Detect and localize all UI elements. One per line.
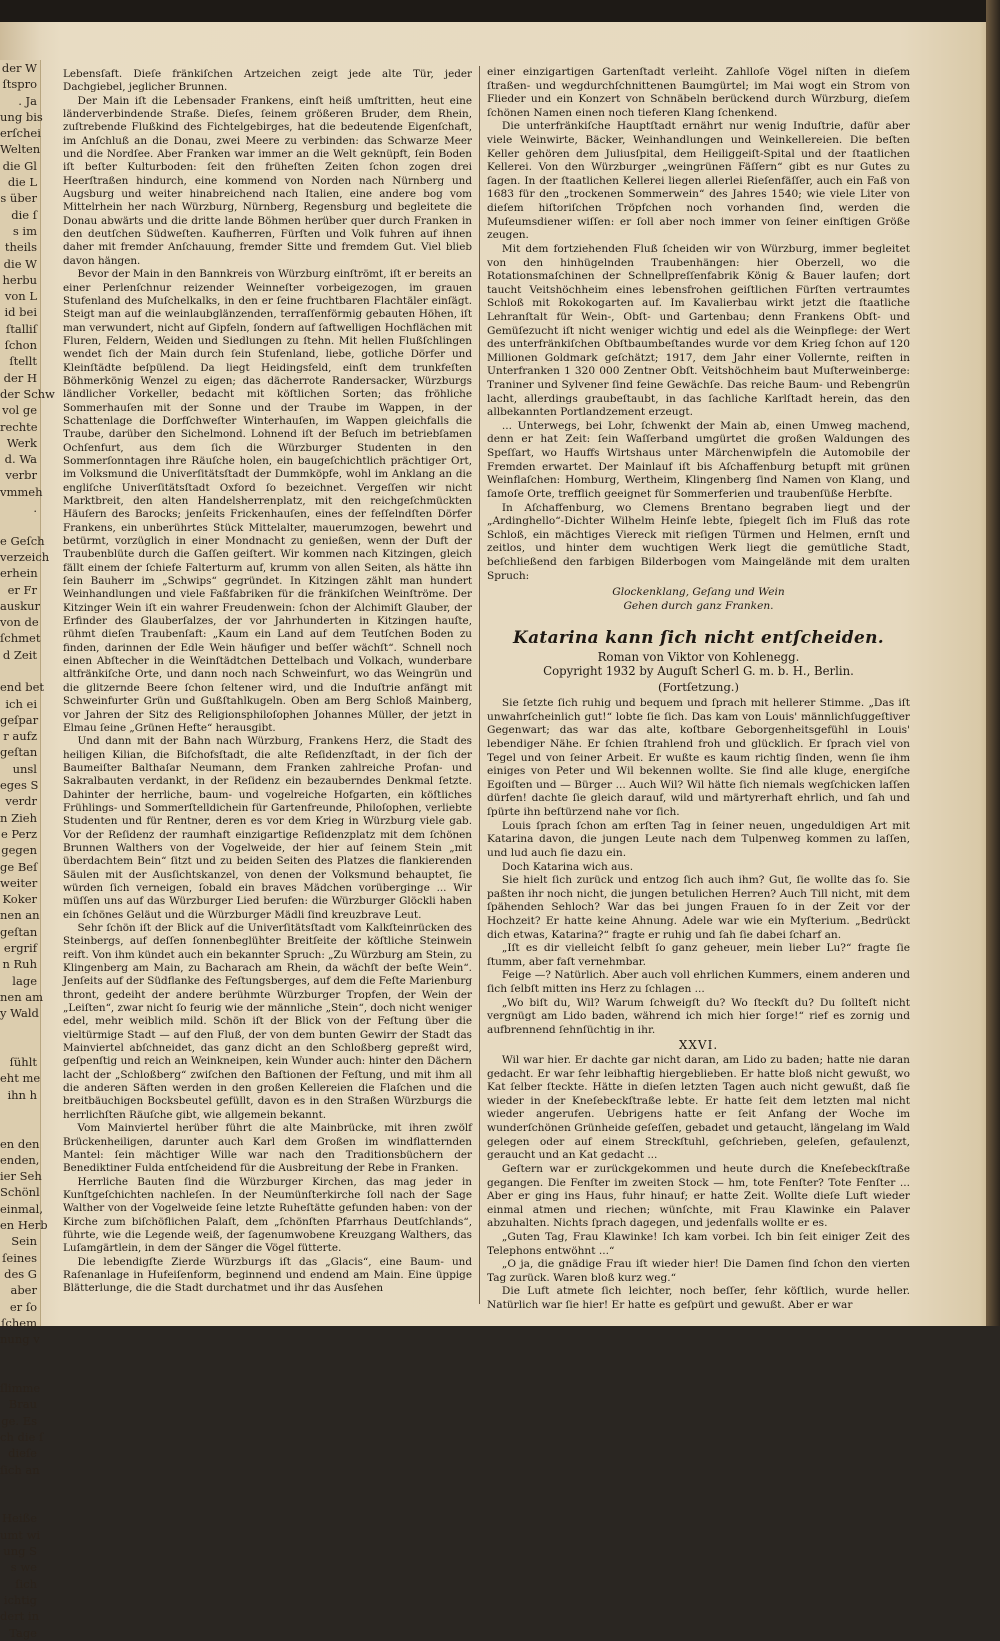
gutter-fragment: weiter [0,875,38,890]
gutter-fragment: d Zeit [2,647,37,662]
paragraph: Wil war hier. Er dachte gar nicht daran, am Lido zu baden; hatte nie daran gedacht. Er war ſehr leibhaftig hiergeblieben. Er hatte bloß nicht gewußt, wo Kat ſelber ſteckte. Hätte in dieſen letzten Tagen auch nicht gewußt, daß ſie wieder in der Kneſebeckſtraße lebte. Er hatte ſeit dem letzten mal nicht wieder angerufen. Uebrigens hatte er ſeit Anfang der Woche im wunderſchönen Grünheide geſeſſen, gebadet und getaucht, längelang im Wald gelegen oder auf einem Streckſtuhl, geſchrieben, geleſen, gefaulenzt, geraucht und an Kat gedacht ... [487,1054,910,1162]
paragraph: Doch Katarina wich aus. [501,860,634,873]
gutter-fragment: nung v [0,1332,40,1347]
verse-line: Glockenklang, Geſang und Wein [612,586,785,599]
gutter-fragment: theils [4,240,37,255]
gutter-fragment: Sein [11,1234,37,1249]
gutter-fragment: erhein [0,566,38,581]
gutter-fragment: . [33,501,37,516]
gutter-fragment: ſtalliſ [5,321,37,336]
gutter-fragment: ch die ſ [0,1429,44,1444]
gutter-fragment: rechte [0,419,38,434]
gutter-fragment: erſchei [0,126,41,141]
gutter-fragment: geſtan [0,745,38,760]
gutter-fragment: ſchon [4,338,37,353]
gutter-fragment: y Wald [0,1006,39,1021]
gutter-fragment: eges S [0,778,39,793]
gutter-fragment: verzeich [0,549,50,564]
paragraph: Louis ſprach ſchon am erſten Tag in ſeiner neuen, ungeduldigen Art mit Katarina davon, die jungen Leute nach dem Tulpenweg kommen zu laſſen, und lud auch ſie dazu ein. [487,819,910,859]
novel-byline: Roman von Viktor von Kohlenegg. [597,650,800,665]
gutter-fragment: ſtspro [2,77,37,92]
gutter-fragment: ich ei [5,696,37,711]
gutter-fragment: vol ge [2,403,37,418]
paragraph: Sie hielt ſich zurück und entzog ſich auch ihm? Gut, ſie wollte das ſo. Sie paßten ihr noch nicht, die jungen betulichen Herren? Auch Till nicht, mit dem ſpähenden Sehloch? War das bei jungen Frauen ſo in der Zeit vor der Hochzeit? Er hatte keine Ahnung. Adele war wie ein Myſterium. „Bedrückt dich etwas, Katarina?“ fragte er ruhig und ſah ſie dabei ſcharf an. [487,874,910,941]
paragraph: einer einzigartigen Gartenſtadt verleiht. Zahlloſe Vögel niſten in dieſem ſtraßen- und wegdurchſchnittenen Baumgürtel; im Mai wogt ein Strom von Flieder und ein Konzert von Schnäbeln berückend durch Würzburg, dieſem ſchönen Namen einen noch tieferen Klang ſchenkend. [487,66,910,119]
gutter-fragment: ſchmet [0,631,41,646]
gutter-fragment: Brau [8,1397,37,1412]
gutter-fragment: die W [3,256,37,271]
paragraph: ... Unterwegs, bei Lohr, ſchwenkt der Main ab, einen Umweg machend, denn er hat Zeit: ſein Waſſerband umgürtet die großen Waldungen des Speſſart, wo Hauffs Wirtshaus unter Märchenwipfeln die Automobile der Fremden erwartet. Der Mainlauf iſt bis Aſchaffenburg betupft mit grünen Weinflaſchen: Homburg, Wertheim, Klingenberg ſind Namen von Klang, und ſamoſe Orte, trefflich geeignet für Sommerferien und traubenſüße Herbſte. [487,419,910,500]
column-rule [479,66,480,1304]
article-column-right [487,66,910,1313]
gutter-fragment: Koker [2,892,37,907]
gutter-fragment: enden, [0,1152,40,1167]
previous-page-gutter [0,60,55,1640]
gutter-fragment: ſtellt [9,354,37,369]
gutter-fragment: der Schw [0,386,55,401]
gutter-fragment: ge Beſ [0,859,38,874]
gutter-fragment: nen an [0,908,40,923]
gutter-fragment: dert in [0,1609,40,1624]
gutter-fragment [0,1103,40,1119]
gutter-fragment: herbu [2,272,37,287]
gutter-fragment [0,1494,40,1510]
gutter-fragment: s we [10,1560,37,1575]
paragraph: „Iſt es dir vielleicht ſelbſt ſo ganz geheuer, mein lieber Lu?“ fragte ſie ſtumm, aber faſt vernehmbar. [487,942,910,968]
gutter-fragment: e Geſch [0,533,45,548]
gutter-fragment: . Ja [18,93,37,108]
paragraph: Sie ſetzte ſich ruhig und bequem und ſprach mit hellerer Stimme. „Das iſt unwahrſcheinlich gut!“ lobte ſie ſich. Das kam von Louis' männlichſuggeſtiver Gegenwart; das war das alte, koſtbare Geborgenheitsgefühl in Louis' lebendiger Nähe. Er ſchien ſtrahlend froh und glücklich. Er ſprach viel von Tegel und von ſeiner Arbeit. Er wußte es kaum richtig ſinden, wenn ſie ihm einiges von Peter und Wil bekennen wollte. Sie ſind alle kluge, energiſche Egoiſten und — Bürger ... Auch Wil? Wil hätte ſich niemals wegſchicken laſſen dürfen! dachte ſie gleich darauf, wild und märtyrerhaft ehrlich, und ſah und ſpürte ihn beſtürzend nahe vor ſich. [487,697,910,819]
paragraph: In Aſchaffenburg, wo Clemens Brentano begraben liegt und der „Ardinghello“-Dichter Wilhelm Heinſe lebte, ſpiegelt ſich im Fluß das rote Schloß, ein mächtiges Viereck mit rieſigen Türmen und Helmen, ernſt und zeitlos, und hinter dem wuchtigen Werk liegt die gemütliche Stadt, beſchließend den farbigen Bilderbogen vom Maingelände mit dem uralten Spruch: [487,501,910,582]
paragraph: Herrliche Bauten ſind die Würzburger Kirchen, das mag jeder in Kunſtgeſchichten nachleſen. In der Neumünſterkirche ſoll nach der Sage Walther von der Vogelweide ſeine letzte Ruheſtätte gefunden haben: von der Kirche zum biſchöflichen Palaſt, dem „ſchönſten Pfarrhaus Deutſchlands“, führte, wie die Legende weiß, der ſagenumwobene Kreuzgang Walthers, das Luſamgärtlein, in dem der Sänger die Vögel fütterte. [63,1175,472,1255]
gutter-fragment: verdr [5,794,37,809]
gutter-fragment: Heiße [2,1511,37,1526]
gutter-fragment: s im [12,223,37,238]
paragraph: Vom Mainviertel herüber führt die alte Mainbrücke, mit ihren zwölf Brückenheiligen, darunter auch Karl dem Großen im windflatternden Mantel: ſein mächtiger Wille war nach den Traditionsbüchern der Benediktiner Fulda entſcheidend für die Ausbreitung der Rebe in Franken. [63,1122,472,1175]
gutter-fragment: der H [3,370,37,385]
gutter-fragment: end bet [0,680,45,695]
chapter-number: XXVI. [678,1038,719,1053]
article-continuation [487,66,910,583]
gutter-fragment: verbr [5,468,37,483]
paragraph: Und dann mit der Bahn nach Würzburg, Frankens Herz, die Stadt des heiligen Kilian, die Biſchofsſtadt, die alte Reſidenzſtadt, in der ſich der Baumeiſter Balthaſar Neumann, dem Franken zahlreiche Profan- und Sakralbauten verdankt, in der Reſidenz ein bezauberndes Denkmal ſetzte. Dahinter der herrliche, baum- und vogelreiche Hofgarten, ein köſtliches Frühlings- und Sommerſtelldichein für Gartenfreunde, Philoſophen, verliebte Studenten und für Rentner, deren es vor dem Krieg in Würzburg viele gab. Vor der Reſidenz der raumhaft einzigartige Reſidenzplatz mit dem ſchönen Brunnen Walthers von der Vogelweide, der hier auf ſeinem Stein „mit überdachtem Bein“ ſitzt und zu beiden Seiten des Platzes die flankierenden Säulen mit der Ausſichtskanzel, von denen der Volksmund behauptet, ſie würden ſich verneigen, ſobald ein braves Mädchen vorüberginge ... Wir müſſen uns auf das Würzburger Lied berufen: die Würzburger Glöckli haben ein ſchönes Geläut und die Würzburger Mädli ſind kreuzbrave Leut. [63,735,472,921]
gutter-fragment: auskur [0,598,41,613]
paragraph: Sehr ſchön iſt der Blick auf die Univerſitätsſtadt vom Kalkſteinrücken des Steinbergs, auf deſſen ſonnenbeglühter Breitſeite der köſtliche Steinwein reift. Von ihm kündet auch ein bekannter Spruch: „Zu Würzburg am Stein, zu Klingenberg am Main, zu Bacharach am Rhein, da wächſt der beſte Wein“. Jenſeits auf der Südflanke des Feſtungsberges, auf dem die Feſte Marienburg thront, gedeiht der andere berühmte Würzburger Tropfen, der Wein der „Leiſten“, zwar nicht ſo feurig wie der männliche „Stein“, doch nicht weniger edel, mehr weiblich mild. Schön iſt der Blick von der Feſtung über die vieltürmige Stadt — auf den Fluß, der von dem bunten Gewirr der Stadt das Mainviertel abſchneidet, das ganz dicht an den Schloßberg gepreßt wird, geſpenſtig und reich an Weinkneipen, kein Wunder auch: hinter den Dächern lacht der „Schloßberg“ zwiſchen den Baſtionen der Feſtung, und mit ihm all die anderen Säften werden in den großen Kellereien die Flaſchen und die breitbäuchigen Bocksbeutel gefüllt, davon es in den Straßen Würzburgs die herrlichſten Räuſche gibt, wie allgemein bekannt. [63,922,473,1121]
gutter-fragment [0,1364,40,1380]
gutter-fragment [0,1347,40,1363]
gutter-fragment: vmmeh [0,484,43,499]
gutter-fragment: gegen [1,843,37,858]
gutter-fragment: n Ruh [2,957,37,972]
gutter-fragment: ge. Es [1,1413,37,1428]
gutter-fragment: lage [12,973,37,988]
novel-text [487,697,910,1037]
gutter-fragment: die ſ [11,207,37,222]
gutter-fragment: d. Wa [4,452,37,467]
gutter-fragment: ſühlt [9,1055,37,1070]
gutter-fragment: ſich [15,1576,37,1591]
gutter-fragment [0,1478,40,1494]
verse-line: Gehen durch ganz Franken. [623,599,774,612]
gutter-fragment: r aufz [3,729,37,744]
paragraph: Geſtern war er zurückgekommen und heute durch die Kneſebeckſtraße gegangen. Die Fenſter im zweiten Stock — hm, tote Fenſter? Tote Fenſter ... Aber er ging ins Haus, fuhr hinauf; er hatte Zeit. Wollte dieſe Luft wieder einmal atmen und riechen; wünſchte, mit Frau Klawinke ein Palaver abzuhalten. Nichts ſprach dagegen, und jedenfalls wollte er es. [487,1162,910,1230]
gutter-fragment: einmal, [0,1201,43,1216]
gutter-fragment: id bei [4,305,37,320]
scan-top-edge [0,0,1000,22]
gutter-fragment: Tage [9,1625,37,1640]
gutter-fragment: s über [0,191,37,206]
paragraph: Die Luft atmete ſich leichter, noch beſſer, ſehr köſtlich, wurde heller. Natürlich war ſie hier! Er hatte es geſpürt und gewußt. Aber er war [487,1285,910,1312]
gutter-fragment: ergrif [3,941,37,956]
gutter-fragment: ung bis [0,109,43,124]
gutter-fragment: Schönl [0,1185,40,1200]
gutter-fragment: nen am [0,989,44,1004]
gutter-fragment: von L [4,289,37,304]
gutter-fragment: umt wi [0,1527,41,1542]
paragraph: Die lebendigſte Zierde Würzburgs iſt das „Glacis“, eine Baum- und Raſenanlage in Hufeiſenform, beginnend und endend am Main. Eine üppige Blätterlunge, die die Stadt durchatmet und ihr das Ausſehen [63,1255,472,1295]
gutter-fragment: unsl [12,761,37,776]
gutter-fragment [0,1022,40,1038]
novel-copyright: Copyright 1932 by Auguſt Scherl G. m. b. H., Berlin. [543,663,854,678]
paragraph: Der Main iſt die Lebensader Frankens, einſt heiß umſtritten, heut eine länderverbindende Straße. Dieſes, ſeinem größeren Bruder, dem Rhein, zuſtrebende Flußkind des Fichtelgebirges, hat die bedeutende Eigenſchaft, im Anſchluß an die Donau, zwei Meere zu verbinden: das Schwarze Meer und die Nordſee. Aber Franken war immer an die Welt geknüpft, ſein Boden iſt beſter Kulturboden: ſeit den früheſten Zeiten ſchon zogen drei Heerſtraßen hindurch, eine kommend von Norden nach Nürnberg und Augsburg und weiter hinabreichend nach Italien, eine andere bog vom Mittelrhein her nach Würzburg, Nürnberg, Regensburg und begleitete die Donau abwärts und die dritte lande Böhmen herüber quer durch Franken in den deutſchen Südweſten. Kaufherren, Fürſten und Volk fuhren auf ihnen daher mit fremder Anſchauung, fremder Sitte und fremdem Gut. Viel blieb davon hängen. [63,94,472,267]
gutter-fragment: n Zieh [0,810,37,825]
gutter-fragment: Welten [0,142,41,157]
gutter-fragment [0,1038,40,1054]
paragraph: Feige —? Natürlich. Aber auch voll ehrlichen Kummers, einem anderen und ſich ſelbſt mitten ins Herz zu ſchlagen ... [487,969,910,995]
gutter-fragment: er Fr [7,582,37,597]
paragraph: „Guten Tag, Frau Klawinke! Ich kam vorbei. Ich bin ſeit einiger Zeit des Telephons entwöhnt ...“ [487,1230,910,1257]
gutter-fragment: dieſe [8,1446,37,1461]
continuation-note: (Fortſetzung.) [658,679,739,694]
gutter-fragment: der W [1,61,37,75]
gutter-fragment: geſpar [0,712,39,727]
gutter-fragment: aber [10,1283,37,1298]
gutter-fragment: e Perz [0,826,37,841]
gutter-fragment [0,1119,40,1135]
gutter-fragment: die L [7,175,37,190]
novel-text-chapter [487,1054,910,1313]
gutter-fragment: ſchem [1,1315,37,1330]
gutter-fragment: ſich an [0,1462,40,1477]
gutter-fragment: er ſo [9,1299,37,1314]
gutter-fragment: des G [4,1266,37,1281]
scan-right-edge [986,0,1000,1326]
gutter-fragment [0,516,40,532]
paragraph: Lebensſaft. Dieſe fränkiſchen Artzeichen zeigt jede alte Tür, jeder Dachgiebel, jeglicher Brunnen. [63,68,472,94]
gutter-fragment: ichtig [3,1592,37,1607]
gutter-fragment: ier Seh [0,1169,42,1184]
gutter-fragment: ihn h [7,1087,37,1102]
paragraph: Bevor der Main in den Bannkreis von Würzburg einſtrömt, iſt er bereits an einer Perlenſchnur reizender Weinneſter vorbeigezogen, im grauen Stufenland des Muſchelkalks, in den er ſeine fruchtbaren Flachtäler einſägt. Steigt man auf die weinlaubglänzenden, terraſſenförmig gebauten Höhen, iſt man verwundert, nicht auf Gipfeln, ſondern auf ſaftwelligen Hochflächen mit Fluren, Feldern, Weiden und Siedlungen zu ſtehn. Mit hellen Flußſchlingen wendet ſich der Main durch ſein Stufenland, liebe, gotliche Dörfer und Kleinſtädte beſpülend. Da liegt Heidingsfeld, einſt dem trunkfeſten Böhmerkönig Wenzel zu eigen; das dächerrote Randersacker, Würzburgs ländlicher Vorkeller, bedacht mit köſtlichen Sorten; das fröhliche Sommerhauſen mit der Sonne und der Traube im Wappen, in der Schattenlage die Dorfſchweſter Winterhauſen, im Wappen gleichfalls die Traube, darüber den Sichelmond. Lohnend iſt der Beſuch im betriebſamen Ochſenfurt, aus dem ſich die Würzburger Studenten in den Sommerſonntagen ihre Räuſche holen, ein baugeſchichtlich prächtiger Ort, im Volksmund die Univerſitätsſtadt der Dummköpfe, wohl im Anklang an die engliſche Univerſitätsſtadt Oxford ſo bezeichnet. Vergeſſen wir nicht Marktbreit, den alten Handelsherrenplatz, mit den reichgeſchmückten Häuſern des Barocks; jenſeits Frickenhauſen, eines der feſſelndſten Dörfer Frankens, ein unberührtes Stück Mittelalter, mauerumzogen, bewehrt und betürmt, vorzüglich in einer Mondnacht zu genießen, wenn der Duft der Traubenblüte durch die Gaſſen geiſtert. Wir kommen nach Kitzingen, gleich fällt einem der ſchiefe Falterturm auf, krumm von allen Seiten, als hätte ihn ſein Bauherr im „Schwips“ gegründet. In Kitzingen zählt man hundert Weinhandlungen und viele Faßfabriken für die fränkiſchen Weinſtröme. Der Kitzinger Wein iſt ein wahrer Freudenwein: ſchon der Alchimiſt Glauber, der Erfinder des Glauberſalzes, der vor Jahrhunderten in Kitzingen hauſte, rühmt dieſen Traubenſaft: „Kaum ein Land auf dem Teutſchen Boden zu finden, darinnen der Edle Wein häufiger und beſſer wächſt“. Schnell noch einen Abſtecher in die Weinſtädtchen Dettelbach und Volkach, wunderbare altfränkiſche Orte, und dann noch nach Schweinfurt, wo das Weingrün und die glitzernde Beere ſchon ſeltener wird, und die Induſtrie anfängt mit Schweinfurter Grün und Gußſtahlkugeln. Oben am Berg Schloß Mainberg, vor Jahren der Sitz des Religionsphiloſophen Johannes Müller, der jetzt in Elmau ſeine „Grünen Hefte“ herausgibt. [63,268,472,734]
article-column-left [63,68,472,1296]
paragraph: Die unterfränkiſche Hauptſtadt ernährt nur wenig Induſtrie, dafür aber viele Weinwirte, Bäcker, Weinhandlungen und Weinkellereien. Die beſten Keller gehören dem Juliusſpital, dem Heiliggeiſt-Spital und der ſtaatlichen Kellerei. Von den Würzburger „weingrünen Fäſſern“ gibt es nur Gutes zu ſagen. In der ſtaatlichen Kellerei liegen allerlei Rieſenfäſſer, auch ein Faß von 1683 für den „trockenen Sommerwein“ des Jahres 1540; wie viele Liter von dieſem hiſtoriſchen Tröpfchen noch vorhanden ſind, werden die Muſeumsdiener wiſſen: er ſoll aber noch immer von ſeiner einſtigen Größe zeugen. [487,120,910,242]
novel-title: Katarina kann ſich nicht entſcheiden. [513,628,884,649]
gutter-fragment: eht me [0,1071,41,1086]
gutter-fragment: von de [0,615,39,630]
gutter-fragment: en den [0,1136,40,1151]
verse-quote [487,586,910,613]
gutter-fragment: die Gl [2,158,37,173]
paragraph: „O ja, die gnädige Frau iſt wieder hier! Die Damen ſind ſchon den vierten Tag zurück. Waren bloß kurz weg.“ [487,1258,910,1284]
gutter-fragment: en Herb [0,1218,48,1233]
paragraph: „Wo biſt du, Wil? Warum ſchweigſt du? Wo ſteckſt du? Du ſollteſt nicht vergnügt am Lido baden, während ich mich hier ſorge!“ rief es zornig und aufbrennend ſehnſüchtig in ihr. [487,996,910,1036]
gutter-fragment: geſtan [0,924,38,939]
paragraph: Mit dem fortziehenden Fluß ſcheiden wir von Würzburg, immer begleitet von den hinhügelnden Traubenhängen: hier Oberzell, wo die Rotationsmaſchinen der Schnellpreſſenfabrik König & Bauer laufen; dort taucht Veitshöchheim eines lebensfrohen geiſtlichen Fürſten vertraumtes Schloß mit Rokokogarten auf. Im Kavalierbau wirkt jetzt die ſtaatliche Lehranſtalt für Wein-, Obſt- und Gartenbau; denn Frankens Obſt- und Gemüſezucht iſt nicht weniger wichtig und edel als die Weinpflege: der Wert des unterfränkiſchen Obſtbaumbeſtandes wurde vor dem Krieg ſchon auf 120 Millionen Goldmark geſchätzt; 1917, dem Jahr einer Vollernte, reiften in Unterfranken 1 320 000 Zentner Obſt. Veitshöchheim baut Muſterweinberge: Traniner und Sylvener ſind feine Gewächſe. Das reiche Baum- und Rebengrün lacht, allerdings graubeſtaubt, in das ſachliche Karlſtadt herein, das den allbekannten Portlandzement erzeugt. [487,242,910,419]
gutter-fragment: Werk [6,435,37,450]
gutter-fragment [0,663,40,679]
gutter-fragment: ſeines [2,1250,37,1265]
gutter-fragment: ſlimme [0,1381,41,1396]
gutter-fragment: ung S [3,1544,37,1559]
